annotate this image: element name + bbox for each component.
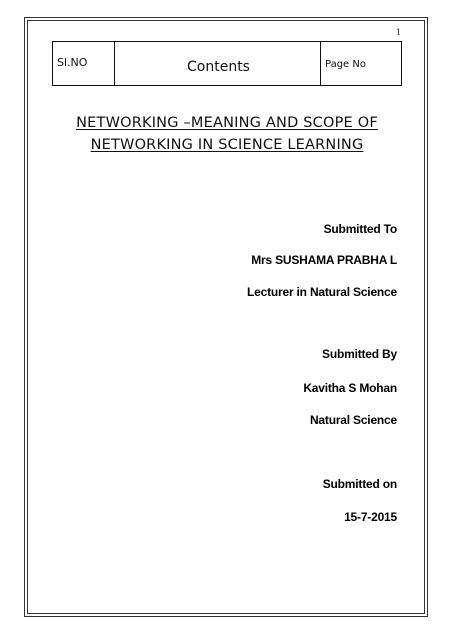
submitted-to-label: Submitted To bbox=[323, 222, 397, 236]
contents-header: Contents bbox=[187, 59, 250, 75]
submitted-by-label: Submitted By bbox=[322, 347, 397, 361]
sl-no-header: Sl.NO bbox=[57, 56, 88, 69]
contents-cell bbox=[115, 42, 321, 85]
submitted-by-name: Kavitha S Mohan bbox=[303, 381, 397, 395]
submitted-on-label: Submitted on bbox=[322, 477, 397, 491]
document-title bbox=[52, 112, 402, 156]
submitted-by-subject: Natural Science bbox=[309, 413, 397, 427]
contents-table bbox=[52, 41, 402, 86]
submitted-on-date: 15-7-2015 bbox=[344, 510, 397, 524]
submitted-to-name: Mrs SUSHAMA PRABHA L bbox=[251, 253, 397, 267]
sl-no-cell bbox=[53, 42, 115, 85]
submitted-to-designation: Lecturer in Natural Science bbox=[247, 285, 397, 299]
title-line-2: NETWORKING IN SCIENCE LEARNING bbox=[90, 137, 364, 153]
page-no-cell bbox=[321, 42, 401, 85]
page-no-header: Page No bbox=[325, 59, 366, 70]
page-number: 1 bbox=[396, 28, 402, 37]
title-line-1: NETWORKING –MEANING AND SCOPE OF bbox=[76, 115, 378, 131]
page-border bbox=[24, 17, 428, 617]
